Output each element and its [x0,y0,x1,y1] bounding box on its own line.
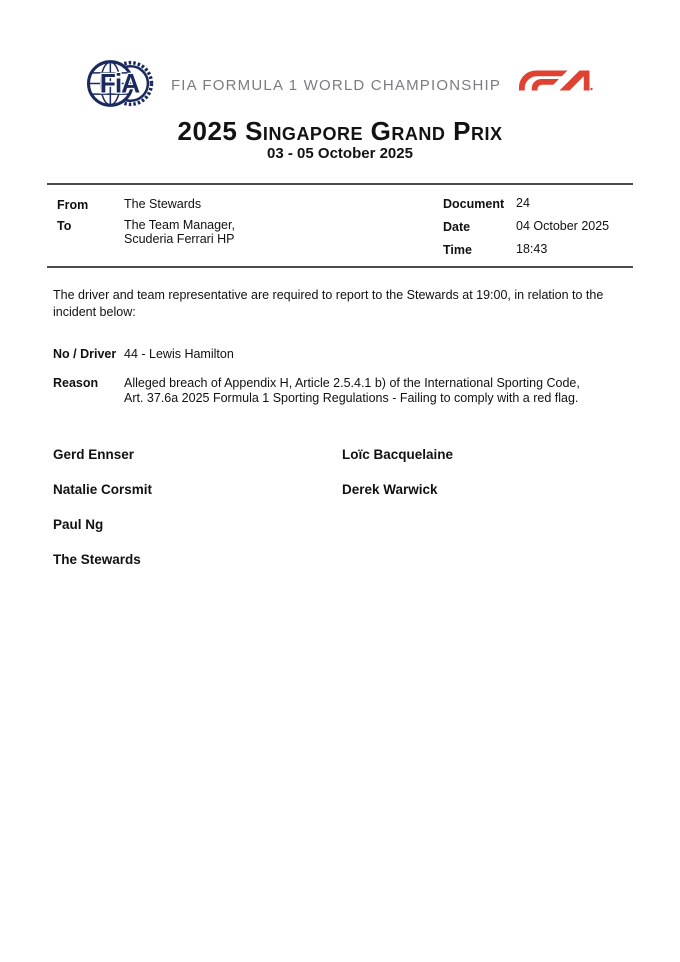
date-value: 04 October 2025 [516,219,610,233]
time-value: 18:43 [516,242,548,256]
meta-date-row [443,220,609,234]
meta-from-to-block [57,198,235,246]
meta-to-row [57,219,235,246]
meta-document-row [443,197,609,211]
intro-paragraph [53,287,633,321]
signatures-block [53,447,633,567]
intro-line: The driver and team representative are required to report to the Stewards at 19:00, in relation to the [53,288,604,302]
from-label: From [57,198,89,212]
reason-value [124,376,580,407]
steward-name: Gerd Ennser [53,447,135,462]
meta-document-block [443,197,609,257]
document-label: Document [443,197,505,211]
time-label: Time [443,243,472,257]
signature-row [53,447,633,462]
signature-closing: The Stewards [53,552,141,567]
event-dates: 03 - 05 October 2025 [267,145,413,162]
from-value: The Stewards [124,197,202,211]
no-driver-value: 44 - Lewis Hamilton [124,347,234,361]
reason-label: Reason [53,375,99,390]
no-driver-label: No / Driver [53,347,117,361]
document-value: 24 [516,196,530,210]
date-label: Date [443,220,471,234]
steward-name: Derek Warwick [342,482,438,497]
signature-row [53,482,633,497]
fia-logo-text: FiA [99,68,140,99]
document-meta-table [47,183,633,268]
reason-line: Alleged breach of Appendix H, Article 2.5.4.1 b) of the International Sporting Code, [124,375,580,390]
steward-name: Natalie Corsmit [53,482,153,497]
intro-line: incident below: [53,305,136,319]
f1-logo-icon [519,69,593,92]
to-value-line: Scuderia Ferrari HP [124,231,235,246]
to-value-line: The Team Manager, [124,218,235,232]
event-title: 2025 Singapore Grand Prix [177,116,503,146]
to-label: To [57,219,72,233]
steward-name: Paul Ng [53,517,104,532]
reason-row [53,376,633,407]
signature-row [53,517,633,532]
no-driver-row [53,347,633,363]
to-value [124,219,235,246]
reason-line: Art. 37.6a 2025 Formula 1 Sporting Regulations - Failing to comply with a red flag. [124,391,579,405]
incident-details [53,347,633,407]
meta-from-row [57,198,235,212]
championship-title: FIA FORMULA 1 WORLD CHAMPIONSHIP [170,77,502,94]
meta-time-row [443,243,609,257]
steward-name: Loïc Bacquelaine [342,447,454,462]
